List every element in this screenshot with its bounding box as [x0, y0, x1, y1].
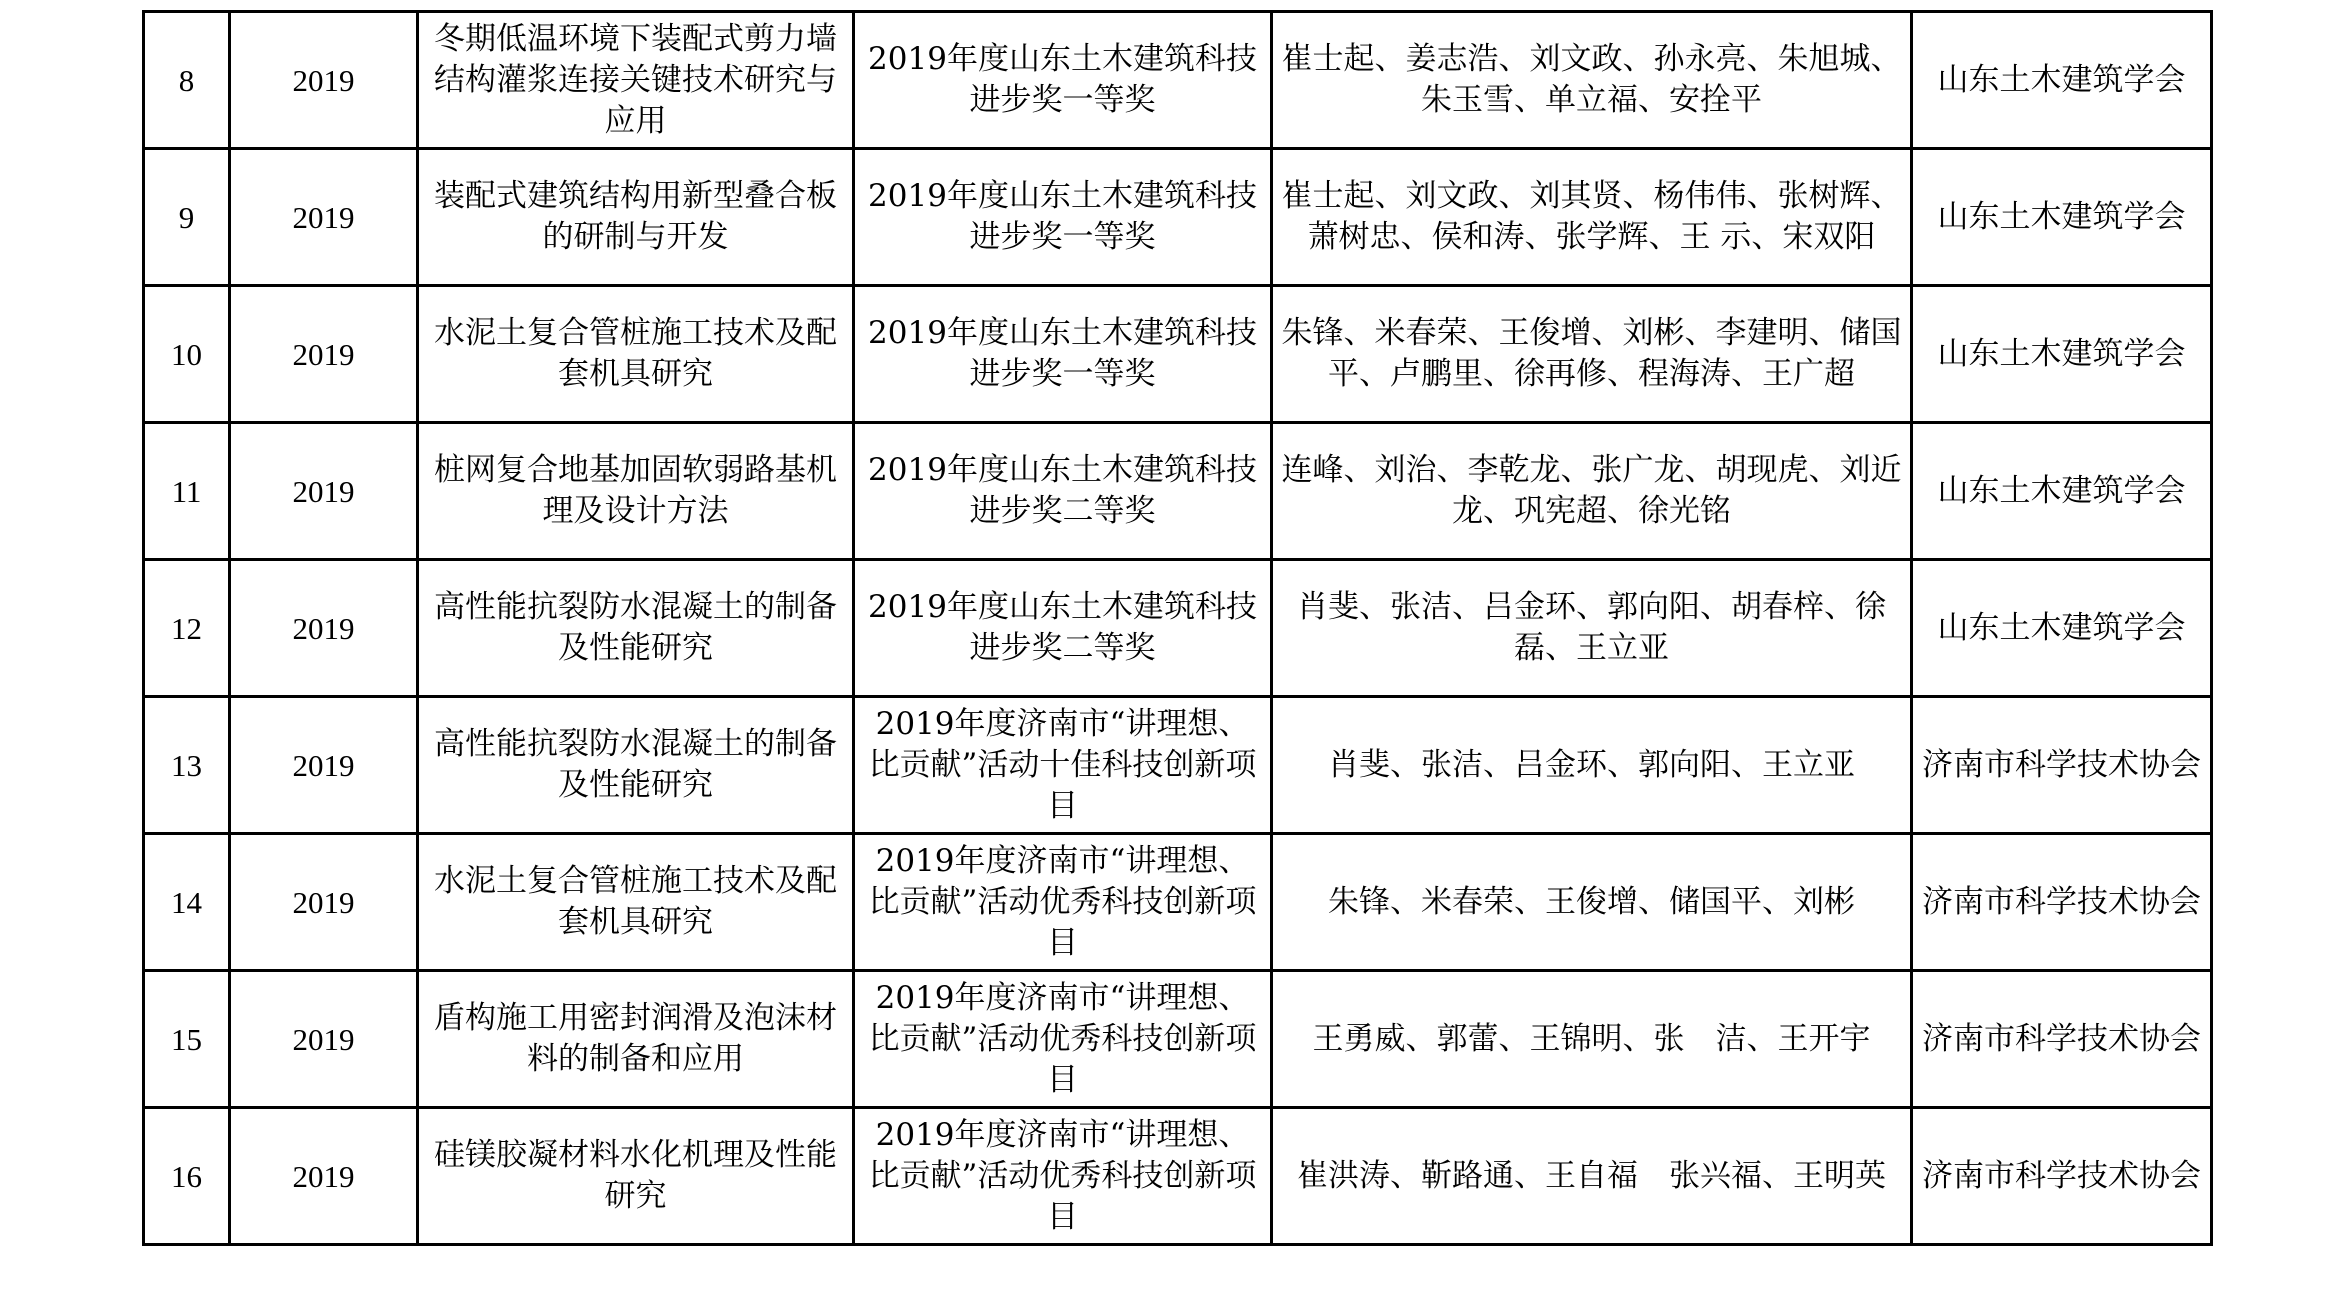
- award-cell: 2019年度山东土木建筑科技进步奖一等奖: [854, 12, 1272, 149]
- table-row: [144, 560, 2212, 697]
- row-number: 11: [144, 423, 230, 560]
- organization-cell: 山东土木建筑学会: [1912, 423, 2212, 560]
- project-name-cell: 水泥土复合管桩施工技术及配套机具研究: [418, 834, 854, 971]
- table-row: [144, 971, 2212, 1108]
- table-row: [144, 697, 2212, 834]
- organization-cell: 山东土木建筑学会: [1912, 560, 2212, 697]
- table-row: [144, 423, 2212, 560]
- row-number: 14: [144, 834, 230, 971]
- organization-cell: 济南市科学技术协会: [1912, 1108, 2212, 1245]
- year-cell: 2019: [230, 286, 418, 423]
- people-cell: 王勇威、郭蕾、王锦明、张 洁、王开宇: [1272, 971, 1912, 1108]
- year-cell: 2019: [230, 1108, 418, 1245]
- table-row: [144, 12, 2212, 149]
- project-name-cell: 冬期低温环境下装配式剪力墙结构灌浆连接关键技术研究与应用: [418, 12, 854, 149]
- table-row: [144, 149, 2212, 286]
- project-name-cell: 水泥土复合管桩施工技术及配套机具研究: [418, 286, 854, 423]
- organization-cell: 山东土木建筑学会: [1912, 12, 2212, 149]
- people-cell: 朱锋、米春荣、王俊增、储国平、刘彬: [1272, 834, 1912, 971]
- project-name-cell: 桩网复合地基加固软弱路基机理及设计方法: [418, 423, 854, 560]
- row-number: 9: [144, 149, 230, 286]
- award-cell: 2019年度济南市“讲理想、比贡献”活动优秀科技创新项目: [854, 1108, 1272, 1245]
- people-cell: 肖斐、张洁、吕金环、郭向阳、胡春梓、徐磊、王立亚: [1272, 560, 1912, 697]
- project-name-cell: 装配式建筑结构用新型叠合板的研制与开发: [418, 149, 854, 286]
- people-cell: 崔洪涛、靳路通、王自福 张兴福、王明英: [1272, 1108, 1912, 1245]
- table-row: [144, 834, 2212, 971]
- award-cell: 2019年度山东土木建筑科技进步奖二等奖: [854, 423, 1272, 560]
- awards-table: [142, 10, 2213, 1246]
- people-cell: 连峰、刘治、李乾龙、张广龙、胡现虎、刘近龙、巩宪超、徐光铭: [1272, 423, 1912, 560]
- row-number: 13: [144, 697, 230, 834]
- year-cell: 2019: [230, 12, 418, 149]
- project-name-cell: 高性能抗裂防水混凝土的制备及性能研究: [418, 560, 854, 697]
- year-cell: 2019: [230, 149, 418, 286]
- year-cell: 2019: [230, 697, 418, 834]
- year-cell: 2019: [230, 834, 418, 971]
- row-number: 12: [144, 560, 230, 697]
- project-name-cell: 盾构施工用密封润滑及泡沫材料的制备和应用: [418, 971, 854, 1108]
- row-number: 15: [144, 971, 230, 1108]
- award-cell: 2019年度济南市“讲理想、比贡献”活动优秀科技创新项目: [854, 834, 1272, 971]
- people-cell: 朱锋、米春荣、王俊增、刘彬、李建明、储国平、卢鹏里、徐再修、程海涛、王广超: [1272, 286, 1912, 423]
- row-number: 10: [144, 286, 230, 423]
- table-row: [144, 1108, 2212, 1245]
- people-cell: 肖斐、张洁、吕金环、郭向阳、王立亚: [1272, 697, 1912, 834]
- table-row: [144, 286, 2212, 423]
- year-cell: 2019: [230, 971, 418, 1108]
- award-cell: 2019年度山东土木建筑科技进步奖一等奖: [854, 149, 1272, 286]
- award-cell: 2019年度济南市“讲理想、比贡献”活动十佳科技创新项目: [854, 697, 1272, 834]
- organization-cell: 济南市科学技术协会: [1912, 697, 2212, 834]
- organization-cell: 济南市科学技术协会: [1912, 971, 2212, 1108]
- project-name-cell: 高性能抗裂防水混凝土的制备及性能研究: [418, 697, 854, 834]
- award-cell: 2019年度山东土木建筑科技进步奖二等奖: [854, 560, 1272, 697]
- project-name-cell: 硅镁胶凝材料水化机理及性能研究: [418, 1108, 854, 1245]
- people-cell: 崔士起、刘文政、刘其贤、杨伟伟、张树辉、萧树忠、侯和涛、张学辉、王 示、宋双阳: [1272, 149, 1912, 286]
- year-cell: 2019: [230, 560, 418, 697]
- row-number: 16: [144, 1108, 230, 1245]
- organization-cell: 山东土木建筑学会: [1912, 286, 2212, 423]
- year-cell: 2019: [230, 423, 418, 560]
- organization-cell: 济南市科学技术协会: [1912, 834, 2212, 971]
- award-cell: 2019年度山东土木建筑科技进步奖一等奖: [854, 286, 1272, 423]
- people-cell: 崔士起、姜志浩、刘文政、孙永亮、朱旭城、朱玉雪、单立福、安拴平: [1272, 12, 1912, 149]
- award-cell: 2019年度济南市“讲理想、比贡献”活动优秀科技创新项目: [854, 971, 1272, 1108]
- row-number: 8: [144, 12, 230, 149]
- organization-cell: 山东土木建筑学会: [1912, 149, 2212, 286]
